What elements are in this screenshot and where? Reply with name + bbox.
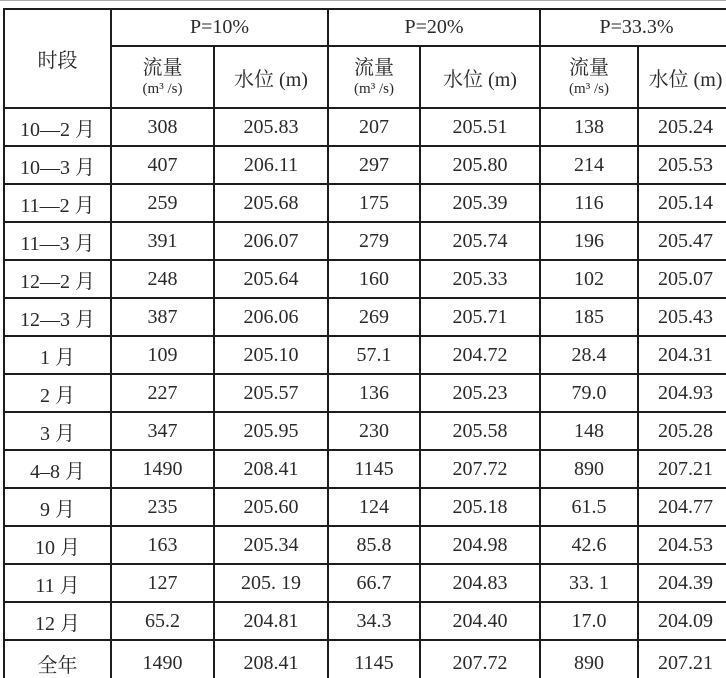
period-cell: 11––3 月 — [4, 222, 111, 260]
level-value-cell: 204.40 — [420, 602, 540, 640]
group-header-p20: P=20% — [328, 9, 540, 46]
level-value-cell: 205.68 — [214, 184, 328, 222]
flow-header-label: 流量 — [569, 57, 609, 79]
level-value-cell: 208.41 — [214, 640, 328, 678]
level-value-cell: 204.93 — [638, 374, 726, 412]
period-cell: 12 月 — [4, 602, 111, 640]
flow-value-cell: 148 — [540, 412, 638, 450]
level-value-cell: 207.21 — [638, 450, 726, 488]
table-row — [4, 412, 726, 450]
flow-value-cell: 1490 — [111, 640, 214, 678]
level-value-cell: 204.31 — [638, 336, 726, 374]
table-row — [4, 184, 726, 222]
table-body — [4, 108, 726, 678]
table-header-row-groups — [4, 9, 726, 46]
level-value-cell: 205.23 — [420, 374, 540, 412]
flow-value-cell: 1145 — [328, 640, 420, 678]
flow-value-cell: 308 — [111, 108, 214, 146]
level-value-cell: 204.09 — [638, 602, 726, 640]
flow-value-cell: 33. 1 — [540, 564, 638, 602]
period-cell: 11––2 月 — [4, 184, 111, 222]
level-value-cell: 205.53 — [638, 146, 726, 184]
flow-column-header-p20 — [328, 46, 420, 108]
level-value-cell: 205.74 — [420, 222, 540, 260]
flow-value-cell: 407 — [111, 146, 214, 184]
flow-value-cell: 279 — [328, 222, 420, 260]
table-row — [4, 108, 726, 146]
level-value-cell: 205.07 — [638, 260, 726, 298]
level-value-cell: 206.11 — [214, 146, 328, 184]
flow-header-unit: (m³ /s) — [354, 81, 394, 97]
level-value-cell: 205.34 — [214, 526, 328, 564]
flow-value-cell: 85.8 — [328, 526, 420, 564]
flow-value-cell: 230 — [328, 412, 420, 450]
period-cell: 11 月 — [4, 564, 111, 602]
period-cell: 12––3 月 — [4, 298, 111, 336]
flow-value-cell: 109 — [111, 336, 214, 374]
flow-value-cell: 297 — [328, 146, 420, 184]
level-value-cell: 204.98 — [420, 526, 540, 564]
table-row — [4, 564, 726, 602]
level-value-cell: 207.21 — [638, 640, 726, 678]
level-value-cell: 205.28 — [638, 412, 726, 450]
period-cell: 9 月 — [4, 488, 111, 526]
table-row — [4, 488, 726, 526]
period-cell: 全年 — [4, 640, 111, 678]
flow-value-cell: 185 — [540, 298, 638, 336]
level-value-cell: 205.71 — [420, 298, 540, 336]
level-value-cell: 205.57 — [214, 374, 328, 412]
period-cell: 10––2 月 — [4, 108, 111, 146]
flow-value-cell: 347 — [111, 412, 214, 450]
flow-value-cell: 42.6 — [540, 526, 638, 564]
level-value-cell: 208.41 — [214, 450, 328, 488]
level-value-cell: 207.72 — [420, 450, 540, 488]
flow-value-cell: 116 — [540, 184, 638, 222]
table-row — [4, 640, 726, 678]
table-row — [4, 526, 726, 564]
table-row — [4, 450, 726, 488]
flow-value-cell: 79.0 — [540, 374, 638, 412]
flow-header-label: 流量 — [354, 57, 394, 79]
level-column-header-p20: 水位 (m) — [420, 46, 540, 108]
group-header-p33: P=33.3% — [540, 9, 726, 46]
table-row — [4, 222, 726, 260]
flow-value-cell: 175 — [328, 184, 420, 222]
level-value-cell: 206.07 — [214, 222, 328, 260]
level-column-header-p10: 水位 (m) — [214, 46, 328, 108]
period-cell: 4–8 月 — [4, 450, 111, 488]
level-value-cell: 205.10 — [214, 336, 328, 374]
flow-value-cell: 387 — [111, 298, 214, 336]
table-header-row-measures — [4, 46, 726, 108]
flow-value-cell: 34.3 — [328, 602, 420, 640]
flow-value-cell: 248 — [111, 260, 214, 298]
flow-value-cell: 61.5 — [540, 488, 638, 526]
level-value-cell: 205.80 — [420, 146, 540, 184]
flow-value-cell: 102 — [540, 260, 638, 298]
flow-value-cell: 214 — [540, 146, 638, 184]
level-value-cell: 204.39 — [638, 564, 726, 602]
level-value-cell: 205. 19 — [214, 564, 328, 602]
flow-value-cell: 160 — [328, 260, 420, 298]
level-value-cell: 204.53 — [638, 526, 726, 564]
table-row — [4, 298, 726, 336]
level-value-cell: 204.72 — [420, 336, 540, 374]
flow-value-cell: 269 — [328, 298, 420, 336]
level-value-cell: 205.83 — [214, 108, 328, 146]
flow-value-cell: 890 — [540, 640, 638, 678]
flow-value-cell: 66.7 — [328, 564, 420, 602]
table-row — [4, 374, 726, 412]
flow-value-cell: 1145 — [328, 450, 420, 488]
period-cell: 3 月 — [4, 412, 111, 450]
period-cell: 12––2 月 — [4, 260, 111, 298]
level-value-cell: 205.39 — [420, 184, 540, 222]
hydrology-table — [3, 8, 726, 678]
flow-column-header-p10 — [111, 46, 214, 108]
page-crop-artifact-line — [0, 0, 726, 1]
level-value-cell: 205.14 — [638, 184, 726, 222]
level-value-cell: 205.64 — [214, 260, 328, 298]
level-value-cell: 205.43 — [638, 298, 726, 336]
level-value-cell: 205.18 — [420, 488, 540, 526]
flow-header-unit: (m³ /s) — [569, 81, 609, 97]
level-column-header-p33: 水位 (m) — [638, 46, 726, 108]
level-value-cell: 205.51 — [420, 108, 540, 146]
level-value-cell: 205.95 — [214, 412, 328, 450]
group-header-p10: P=10% — [111, 9, 328, 46]
flow-value-cell: 138 — [540, 108, 638, 146]
flow-value-cell: 57.1 — [328, 336, 420, 374]
level-value-cell: 205.24 — [638, 108, 726, 146]
flow-value-cell: 124 — [328, 488, 420, 526]
period-cell: 2 月 — [4, 374, 111, 412]
flow-value-cell: 28.4 — [540, 336, 638, 374]
table-row — [4, 602, 726, 640]
level-value-cell: 205.47 — [638, 222, 726, 260]
flow-value-cell: 890 — [540, 450, 638, 488]
period-cell: 10––3 月 — [4, 146, 111, 184]
flow-value-cell: 207 — [328, 108, 420, 146]
flow-value-cell: 65.2 — [111, 602, 214, 640]
period-cell: 1 月 — [4, 336, 111, 374]
flow-value-cell: 235 — [111, 488, 214, 526]
flow-value-cell: 17.0 — [540, 602, 638, 640]
flow-value-cell: 391 — [111, 222, 214, 260]
level-value-cell: 204.81 — [214, 602, 328, 640]
flow-column-header-p33 — [540, 46, 638, 108]
table-row — [4, 260, 726, 298]
flow-value-cell: 259 — [111, 184, 214, 222]
period-column-header: 时段 — [4, 9, 111, 108]
level-value-cell: 206.06 — [214, 298, 328, 336]
flow-value-cell: 196 — [540, 222, 638, 260]
level-value-cell: 205.58 — [420, 412, 540, 450]
table-row — [4, 146, 726, 184]
flow-value-cell: 127 — [111, 564, 214, 602]
flow-value-cell: 1490 — [111, 450, 214, 488]
flow-value-cell: 136 — [328, 374, 420, 412]
flow-value-cell: 163 — [111, 526, 214, 564]
level-value-cell: 204.83 — [420, 564, 540, 602]
table-header — [4, 9, 726, 108]
level-value-cell: 204.77 — [638, 488, 726, 526]
flow-header-unit: (m³ /s) — [142, 81, 183, 97]
period-cell: 10 月 — [4, 526, 111, 564]
level-value-cell: 205.60 — [214, 488, 328, 526]
flow-value-cell: 227 — [111, 374, 214, 412]
level-value-cell: 205.33 — [420, 260, 540, 298]
flow-header-label: 流量 — [142, 57, 183, 79]
level-value-cell: 207.72 — [420, 640, 540, 678]
table-row — [4, 336, 726, 374]
